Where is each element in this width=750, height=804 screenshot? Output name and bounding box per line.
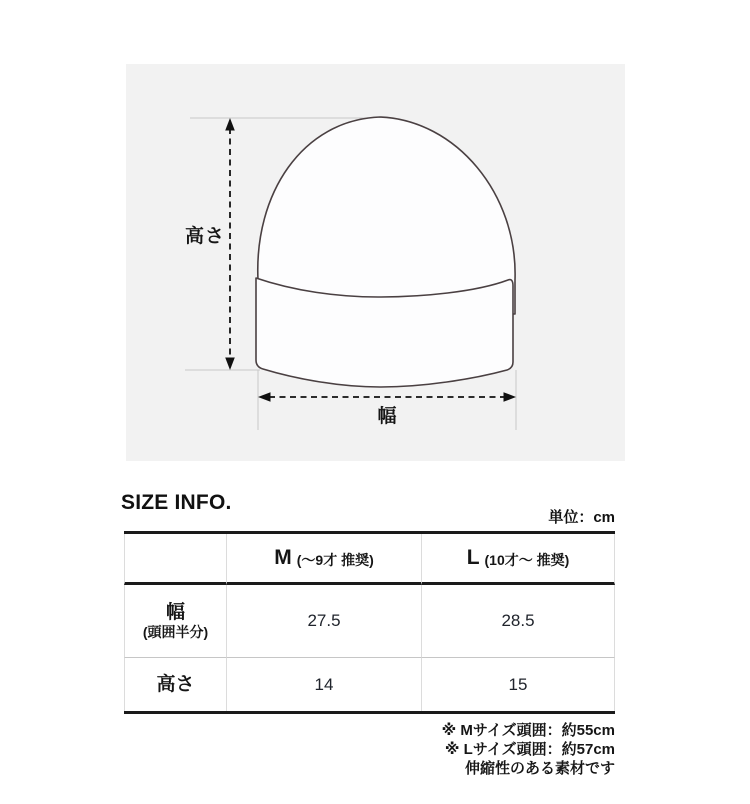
table-header-corner: [124, 534, 226, 585]
footnotes: [442, 721, 615, 778]
size-m-label: M: [274, 546, 292, 569]
width-value-m: 27.5: [226, 585, 421, 658]
arrowhead-left-icon: [258, 392, 271, 402]
row-height-label: 高さ: [156, 673, 195, 695]
width-dimension-label: 幅: [377, 406, 397, 427]
height-value-m: 14: [226, 658, 421, 711]
footnote-l-circumference: ※ Lサイズ頭囲：約57cm: [444, 741, 615, 758]
row-width-sublabel: (頭囲半分): [142, 624, 209, 640]
row-height-label-cell: [124, 658, 226, 711]
hat-dome-outline: [258, 117, 515, 314]
table-header-size-m: [226, 534, 421, 585]
arrowhead-up-icon: [225, 118, 235, 131]
size-l-age-note: (10才〜 推奨): [484, 551, 570, 568]
size-info-title: SIZE INFO.: [121, 491, 232, 514]
height-dimension-label: 高さ: [185, 226, 226, 247]
size-m-age-note: (〜9才 推奨): [296, 551, 374, 568]
row-width-label: 幅: [165, 602, 185, 623]
arrowhead-right-icon: [504, 392, 517, 402]
footnote-stretch-material: 伸縮性のある素材です: [464, 760, 615, 777]
unit-label: 単位：cm: [548, 509, 615, 526]
size-table: [124, 531, 615, 714]
width-value-l: 28.5: [421, 585, 615, 658]
footnote-m-circumference: ※ Mサイズ頭囲：約55cm: [441, 722, 615, 739]
row-width-label-cell: [124, 585, 226, 658]
height-value-l: 15: [421, 658, 615, 711]
arrowhead-down-icon: [225, 358, 235, 371]
size-l-label: L: [466, 546, 480, 569]
height-arrow: [225, 118, 235, 370]
table-header-size-l: [421, 534, 615, 585]
